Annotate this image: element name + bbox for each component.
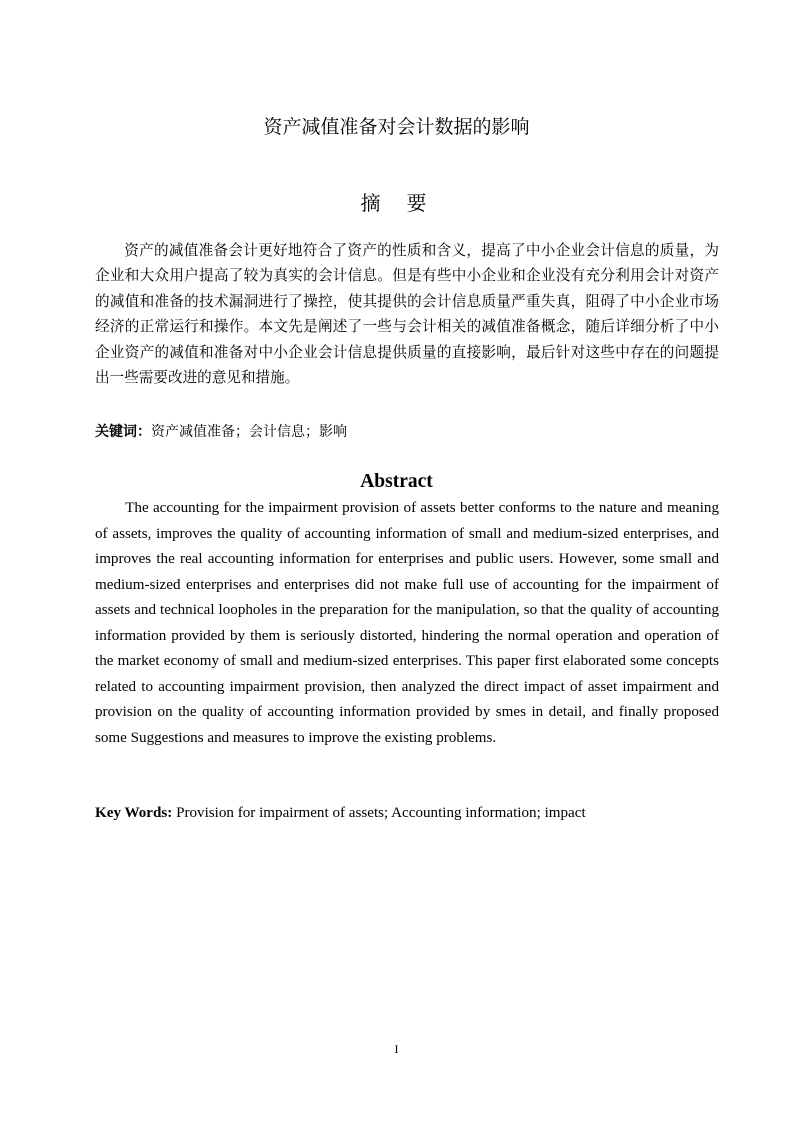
english-keywords-label: Key Words:: [95, 805, 173, 821]
english-abstract-heading: Abstract: [360, 471, 433, 492]
chinese-keywords-label: 关键词：: [95, 424, 151, 440]
chinese-keywords-text: 资产减值准备；会计信息；影响: [151, 424, 347, 440]
page-number: I: [394, 1042, 399, 1056]
chinese-abstract-heading: 摘要: [360, 191, 453, 215]
chinese-keywords: [95, 419, 719, 445]
document-title: 资产减值准备对会计数据的影响: [263, 116, 530, 138]
english-abstract-body: The accounting for the impairment provision of assets better conforms to the nature and meaning of assets, improves the quality of accounting information of small and medium-sized enterprises, and improves the real accounting information for enterprises and public users. However, some small and medium-sized enterprises and enterprises did not make full use of accounting for the impairment of assets and technical loopholes in the preparation for the manipulation, so that the quality of accounting information provided by them is seriously distorted, hindering the normal operation and operation of the market economy of small and medium-sized enterprises. This paper first elaborated some concepts related to accounting impairment provision, then analyzed the direct impact of asset impairment and provision on the quality of accounting information provided by smes in detail, and finally proposed some Suggestions and measures to improve the existing problems.: [95, 500, 719, 746]
english-keywords: [95, 800, 719, 826]
chinese-abstract-body: 资产的减值准备会计更好地符合了资产的性质和含义，提高了中小企业会计信息的质量，为企业和大众用户提高了较为真实的会计信息。但是有些中小企业和企业没有充分利用会计对资产的减值和准备的技术漏洞进行了操控，使其提供的会计信息质量严重失真，阻碍了中小企业市场经济的正常运行和操作。本文先是阐述了一些与会计相关的减值准备概念，随后详细分析了中小企业资产的减值和准备对中小企业会计信息提供质量的直接影响，最后针对这些中存在的问题提出一些需要改进的意见和措施。: [95, 242, 719, 387]
english-keywords-text: Provision for impairment of assets; Accounting information; impact: [176, 805, 586, 821]
